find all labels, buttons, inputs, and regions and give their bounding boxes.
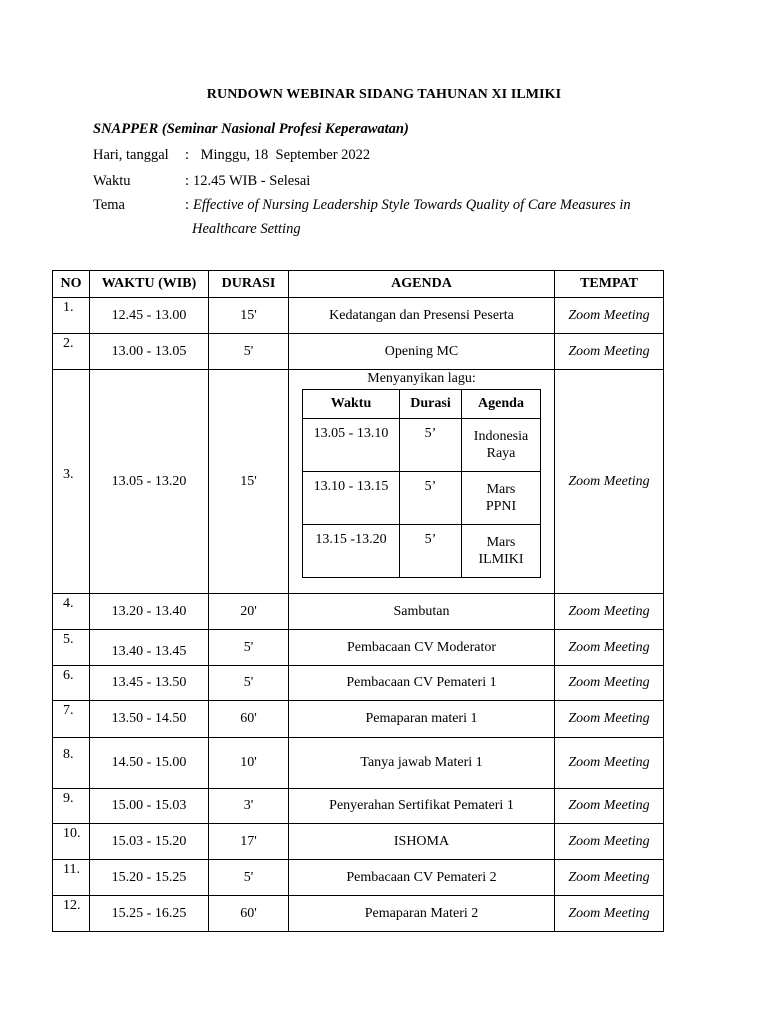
song-header-waktu: Waktu xyxy=(303,390,400,419)
cell-durasi: 15' xyxy=(209,370,289,594)
table-row xyxy=(53,630,664,666)
cell-tempat: Zoom Meeting xyxy=(555,860,664,896)
cell-agenda: Pembacaan CV Pemateri 1 xyxy=(289,666,555,701)
table-row xyxy=(53,334,664,370)
table-row xyxy=(53,701,664,738)
table-row xyxy=(53,738,664,789)
cell-waktu: 13.50 - 14.50 xyxy=(90,701,209,738)
cell-agenda: Pembacaan CV Moderator xyxy=(289,630,555,666)
header-durasi: DURASI xyxy=(209,271,289,298)
table-row xyxy=(53,594,664,630)
info-label: Hari, tanggal xyxy=(93,147,169,163)
cell-durasi: 3' xyxy=(209,789,289,824)
cell-tempat: Zoom Meeting xyxy=(555,594,664,630)
info-value: Minggu, 18 September 2022 xyxy=(197,147,371,163)
song-waktu: 13.10 - 13.15 xyxy=(303,472,400,525)
song-header-durasi: Durasi xyxy=(400,390,462,419)
cell-tempat: Zoom Meeting xyxy=(555,738,664,789)
cell-tempat: Zoom Meeting xyxy=(555,824,664,860)
cell-durasi: 5' xyxy=(209,630,289,666)
song-agenda-line: PPNI xyxy=(485,499,517,514)
song-waktu: 13.15 -13.20 xyxy=(303,525,400,578)
table-row xyxy=(53,789,664,824)
song-durasi: 5’ xyxy=(400,419,462,472)
table-row xyxy=(53,370,664,594)
rundown-table xyxy=(52,270,664,932)
song-agenda xyxy=(462,472,541,525)
document-subtitle: SNAPPER (Seminar Nasional Profesi Keperawatan) xyxy=(93,121,409,137)
cell-agenda: ISHOMA xyxy=(289,824,555,860)
cell-durasi: 5' xyxy=(209,860,289,896)
cell-no: 6. xyxy=(53,666,90,701)
song-agenda-line: Raya xyxy=(486,446,516,461)
song-agenda xyxy=(462,525,541,578)
cell-tempat: Zoom Meeting xyxy=(555,298,664,334)
cell-no: 11. xyxy=(53,860,90,896)
cell-agenda: Pemaparan materi 1 xyxy=(289,701,555,738)
table-row xyxy=(53,896,664,932)
cell-tempat: Zoom Meeting xyxy=(555,896,664,932)
cell-agenda xyxy=(289,370,555,594)
cell-no: 9. xyxy=(53,789,90,824)
cell-no: 12. xyxy=(53,896,90,932)
cell-durasi: 5' xyxy=(209,666,289,701)
nested-caption: Menyanyikan lagu: xyxy=(367,371,476,386)
song-agenda-line: Indonesia xyxy=(473,429,529,444)
cell-tempat: Zoom Meeting xyxy=(555,630,664,666)
song-waktu: 13.05 - 13.10 xyxy=(303,419,400,472)
cell-waktu: 12.45 - 13.00 xyxy=(90,298,209,334)
theme-continuation: Healthcare Setting xyxy=(192,221,301,237)
song-row xyxy=(303,472,541,525)
cell-waktu: 15.03 - 15.20 xyxy=(90,824,209,860)
table-row xyxy=(53,666,664,701)
cell-agenda: Opening MC xyxy=(289,334,555,370)
song-row xyxy=(303,525,541,578)
cell-no: 5. xyxy=(53,630,90,666)
info-colon: : xyxy=(185,147,190,163)
song-agenda-line: Mars xyxy=(486,535,516,550)
info-colon: : xyxy=(185,173,190,189)
cell-agenda: Pemaparan Materi 2 xyxy=(289,896,555,932)
cell-durasi: 60' xyxy=(209,701,289,738)
cell-agenda: Sambutan xyxy=(289,594,555,630)
cell-waktu: 13.40 - 13.45 xyxy=(90,630,209,666)
cell-no: 10. xyxy=(53,824,90,860)
cell-no: 8. xyxy=(53,738,90,789)
cell-waktu: 15.25 - 16.25 xyxy=(90,896,209,932)
cell-no: 2. xyxy=(53,334,90,370)
cell-waktu: 13.05 - 13.20 xyxy=(90,370,209,594)
cell-durasi: 15' xyxy=(209,298,289,334)
cell-no: 7. xyxy=(53,701,90,738)
song-header-row xyxy=(303,390,541,419)
header-tempat: TEMPAT xyxy=(555,271,664,298)
cell-durasi: 5' xyxy=(209,334,289,370)
cell-agenda: Tanya jawab Materi 1 xyxy=(289,738,555,789)
cell-agenda: Pembacaan CV Pemateri 2 xyxy=(289,860,555,896)
table-header-row xyxy=(53,271,664,298)
info-label: Tema xyxy=(93,197,125,213)
cell-durasi: 17' xyxy=(209,824,289,860)
song-durasi: 5’ xyxy=(400,472,462,525)
cell-tempat: Zoom Meeting xyxy=(555,334,664,370)
song-durasi: 5’ xyxy=(400,525,462,578)
cell-waktu: 15.20 - 15.25 xyxy=(90,860,209,896)
cell-tempat: Zoom Meeting xyxy=(555,370,664,594)
document-title: RUNDOWN WEBINAR SIDANG TAHUNAN XI ILMIKI xyxy=(206,87,562,102)
header-waktu: WAKTU (WIB) xyxy=(90,271,209,298)
cell-tempat: Zoom Meeting xyxy=(555,789,664,824)
header-agenda: AGENDA xyxy=(289,271,555,298)
cell-tempat: Zoom Meeting xyxy=(555,701,664,738)
cell-waktu: 15.00 - 15.03 xyxy=(90,789,209,824)
cell-agenda: Kedatangan dan Presensi Peserta xyxy=(289,298,555,334)
info-label: Waktu xyxy=(93,173,131,189)
song-row xyxy=(303,419,541,472)
song-agenda xyxy=(462,419,541,472)
cell-no: 3. xyxy=(53,370,90,594)
song-table xyxy=(302,389,541,578)
song-agenda-line: Mars xyxy=(486,482,516,497)
cell-waktu: 13.45 - 13.50 xyxy=(90,666,209,701)
info-value: 12.45 WIB - Selesai xyxy=(193,173,311,189)
table-row xyxy=(53,860,664,896)
cell-durasi: 20' xyxy=(209,594,289,630)
table-row xyxy=(53,298,664,334)
cell-durasi: 60' xyxy=(209,896,289,932)
cell-tempat: Zoom Meeting xyxy=(555,666,664,701)
cell-no: 1. xyxy=(53,298,90,334)
cell-waktu: 14.50 - 15.00 xyxy=(90,738,209,789)
song-header-agenda: Agenda xyxy=(462,390,541,419)
cell-agenda: Penyerahan Sertifikat Pemateri 1 xyxy=(289,789,555,824)
cell-waktu: 13.20 - 13.40 xyxy=(90,594,209,630)
cell-durasi: 10' xyxy=(209,738,289,789)
song-agenda-line: ILMIKI xyxy=(478,552,524,567)
info-value: Effective of Nursing Leadership Style Towards Quality of Care Measures in xyxy=(193,197,631,213)
cell-waktu: 13.00 - 13.05 xyxy=(90,334,209,370)
header-no: NO xyxy=(53,271,90,298)
info-colon: : xyxy=(185,197,190,213)
table-row xyxy=(53,824,664,860)
cell-no: 4. xyxy=(53,594,90,630)
